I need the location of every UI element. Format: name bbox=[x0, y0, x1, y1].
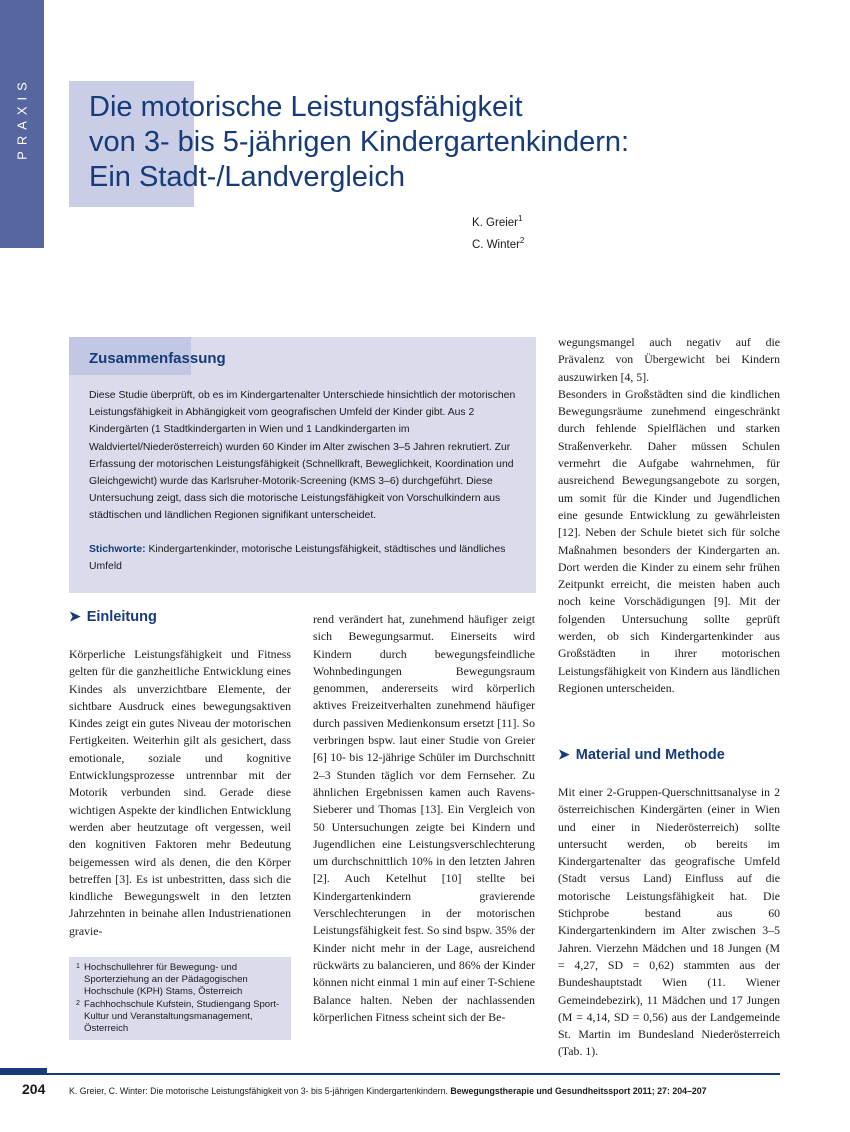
paragraph: Körperliche Leistungsfähigkeit und Fitness gelten für die ganzheitliche Entwicklung eines Kindes als unverzichtbare Elemente, der sichtbare Ausdruck eines bewegungsaktiven Kindes zeigt ein gutes Niveau der motorischen Fertigkeiten. Weiterhin gilt als gesichert, dass emotionale, soziale und kognitive Entwicklungsprozesse untrennbar mit der Motorik verbunden sind. Gerade diese wichtigen Aspekte der kindlichen Entwicklung werden aber heutzutage oft vergessen, weil den kognitiven Faktoren mehr Bedeutung beigemessen wird als denen, die den Körper betreffen [3]. Es ist unbestritten, dass sich die kindliche Bewegungswelt in den letzten Jahrzehnten in beinahe allen Industrienationen gravie- bbox=[69, 647, 291, 938]
title-line: Ein Stadt-/Landvergleich bbox=[89, 161, 405, 193]
section-heading-intro: ➤ Einleitung bbox=[69, 608, 157, 625]
article-title bbox=[89, 90, 729, 195]
footnote: 1 Hochschullehrer für Bewegung- und Sporterziehung an der Pädagogischen Hochschule (KPH) Stams, Österreich bbox=[76, 962, 248, 997]
method-text bbox=[558, 784, 780, 1061]
author-list bbox=[472, 210, 524, 254]
journal-name: Bewegungstherapie und Gesundheitssport 2011; 27: 204–207 bbox=[450, 1086, 707, 1096]
keywords-label: Stichworte: bbox=[89, 544, 146, 555]
body-column-2 bbox=[313, 611, 535, 1026]
title-line: Die motorische Leistungsfähigkeit bbox=[89, 91, 523, 123]
arrow-icon: ➤ bbox=[69, 608, 81, 624]
paragraph: rend verändert hat, zunehmend häufiger zeigt sich Bewegungsarmut. Einerseits wird Kindern durch bewegungsfeindliche Wohnbedingungen Bewegungsraum genommen, andererseits wird körperlich aktives Freizeitverhalten zunehmend häufiger durch passiven Medienkonsum ersetzt [11]. So verbringen bspw. laut einer Studie von Greier [6] 10- bis 12-jährige Schüler im Durchschnitt 2–3 Stunden täglich vor dem Fernseher. Zu ähnlichen Ergebnissen kamen auch Ravens-Sieberer und Thomas [13]. Ein Vergleich von 50 Untersuchungen zeigte bei Kindern und Jugendlichen eine Leistungsverschlechterung um durchschnittlich 10% in den letzten Jahren [2]. Auch Ketelhut [10] stellte bei Kindergartenkindern gravierende Verschlechterungen in der motorischen Leistungsfähigkeit fest. So sind bspw. 35% der Kinder nicht mehr in der Lage, ausreichend rückwärts zu balancieren, und 86% der Kinder können nicht einmal 1 min auf einer T-Schiene Balance halten. Neben der nachlassenden körperlichen Fitness scheint sich der Be- bbox=[313, 612, 535, 1024]
body-column-3 bbox=[558, 334, 780, 697]
keywords bbox=[89, 541, 519, 575]
paragraph: wegungsmangel auch negativ auf die Prävalenz von Übergewicht bei Kindern auszuwirken [4, 5]. bbox=[558, 335, 780, 384]
title-line: von 3- bis 5-jährigen Kindergartenkindern: bbox=[89, 126, 630, 158]
section-tab bbox=[0, 0, 44, 248]
abstract-box bbox=[69, 337, 536, 593]
footer-rule bbox=[0, 1073, 780, 1075]
affiliation-footnotes bbox=[69, 957, 291, 1040]
page-number: 204 bbox=[22, 1081, 46, 1097]
arrow-icon: ➤ bbox=[558, 746, 570, 762]
footnote: 2 Fachhochschule Kufstein, Studiengang Sport-Kultur und Veranstaltungsmanagement, Österreich bbox=[76, 999, 280, 1034]
abstract-text: Diese Studie überprüft, ob es im Kindergartenalter Unterschiede hinsichtlich der motorischen Leistungsfähigkeit in Abhängigkeit vom geografischen Umfeld der Kinder gibt. Aus 2 Kindergärten (1 Stadtkindergarten in Wien und 1 Landkindergarten im Waldviertel/Niederösterreich) wurden 60 Kinder im Alter zwischen 3–5 Jahren rekrutiert. Zur Erfassung der motorischen Leistungsfähigkeit (Schnellkraft, Beweglichkeit, Koordination und Gleichgewicht) wurde das Karlsruher-Motorik-Screening (KMS 3–6) durchgeführt. Diese Untersuchung zeigt, dass sich die motorische Leistungsfähigkeit von Vorschulkindern aus städtischen und ländlichen Regionen signifikant unterscheidet. bbox=[89, 390, 516, 522]
paragraph: Besonders in Großstädten sind die kindlichen Bewegungsräume zunehmend eingeschränkt durch fehlende Spielflächen und starken Straßenverkehr. Daher müssen Schulen vermehrt die Aufgabe wahrnehmen, für ausreichend Bewegungsangebote zu sorgen, um somit für die Kinder und Jugendlichen eine gesunde Entwicklung zu gewährleisten [12]. Neben der Schule bietet sich für solche Maßnahmen besonders der Kindergarten an. Dort werden die Kinder zu einem sehr frühen Zeitpunkt erreicht, die meisten haben auch noch keine Vorschädigungen [9]. Mit der folgenden Untersuchung sollte geprüft werden, ob sich Kindergartenkinder aus Großstädten in ihrer motorischen Leistungsfähigkeit von Kindern aus ländlichen Regionen unterscheiden. bbox=[558, 386, 780, 695]
keywords-text: Kindergartenkinder, motorische Leistungsfähigkeit, städtisches und ländliches Umfeld bbox=[89, 544, 506, 573]
author: K. Greier$^1$ bbox=[472, 214, 523, 229]
body-column-1 bbox=[69, 646, 291, 940]
section-tab-label: PRAXIS bbox=[14, 76, 30, 160]
section-heading-method: ➤ Material und Methode bbox=[558, 746, 725, 763]
footer-citation: K. Greier, C. Winter: Die motorische Leistungsfähigkeit von 3- bis 5-jährigen Kindergartenkindern. Bewegungstherapie und Gesundheitssport 2011; 27: 204–207 bbox=[69, 1086, 707, 1096]
paragraph: Mit einer 2-Gruppen-Querschnittsanalyse in 2 österreichischen Kindergärten (einer in Wien und einer in Niederösterreich) sollte untersucht werden, ob bereits im Kindergartenalter das geografische Umfeld (Stadt versus Land) Einfluss auf die motorische Leistungsfähigkeit hat. Die Stichprobe bestand aus 60 Kindergartenkindern im Alter zwischen 3–5 Jahren. Vierzehn Mädchen und 18 Jungen (M = 4,27, SD = 0,62) stammten aus der Bundeshauptstadt Wien (11. Wiener Gemeindebezirk), 11 Mädchen und 17 Jungen (M = 4,14, SD = 0,56) aus der Landgemeinde St. Martin im Bundesland Niederösterreich (Tab. 1). bbox=[558, 785, 780, 1059]
abstract-heading: Zusammenfassung bbox=[89, 350, 226, 367]
author: C. Winter$^2$ bbox=[472, 235, 525, 251]
